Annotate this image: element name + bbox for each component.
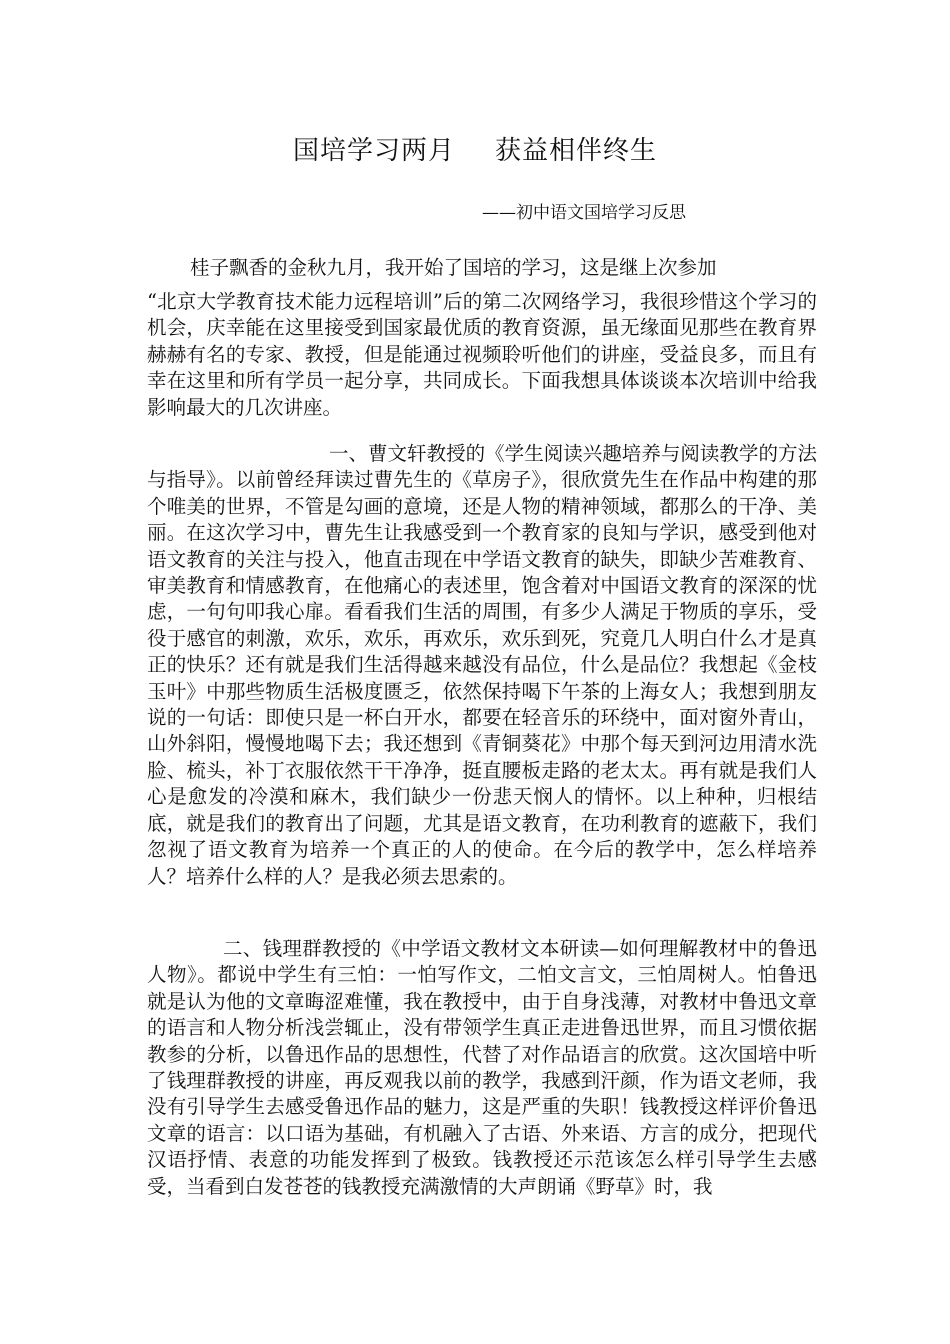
paragraph-section-one: 一、曹文轩教授的《学生阅读兴趣培养与阅读教学的方法与指导》。以前曾经拜读过曹先生的《草房子》，很欣赏先生在作品中构建的那个唯美的世界，不管是勾画的意境，还是人物的精神领域，都那么的干净、美丽。在这次学习中，曹先生让我感受到一个教育家的良知与学识，感受到他对语文教育的关注与投入，他直击现在中学语文教育的缺失，即缺少苦难教育、审美教育和情感教育，在他痛心的表述里，饱含着对中国语文教育的深深的忧虑，一句句叩我心扉。看看我们生活的周围，有多少人满足于物质的享乐，受役于感官的刺激，欢乐，欢乐，再欢乐，欢乐到死，究竟几人明白什么才是真正的快乐？还有就是我们生活得越来越没有品位，什么是品位？我想起《金枝玉叶》中那些物质生活极度匮乏，依然保持喝下午茶的上海女人；我想到朋友说的一句话：即使只是一杯白开水，都要在轻音乐的环绕中，面对窗外青山，山外斜阳，慢慢地喝下去；我还想到《青铜葵花》中那个每天到河边用清水洗脸、梳头，补丁衣服依然干干净净，挺直腰板走路的老太太。再有就是我们人心是愈发的冷漠和麻木，我们缺少一份悲天悯人的情怀。以上种种，归根结底，就是我们的教育出了问题，尤其是语文教育，在功利教育的遮蔽下，我们忽视了语文教育为培养一个真正的人的使命。在今后的教学中，怎么样培养人？培养什么样的人？是我必须去思索的。 <box>147 442 817 888</box>
document-title <box>0 130 950 167</box>
paragraph-intro-first-line: 桂子飘香的金秋九月，我开始了国培的学习，这是继上次参加 <box>190 256 717 279</box>
title-part-1: 国培学习两月 <box>292 136 455 166</box>
paragraph-intro: “北京大学教育技术能力远程培训”后的第二次网络学习，我很珍惜这个学习的机会，庆幸能在这里接受到国家最优质的教育资源，虽无缘面见那些在教育界赫赫有名的专家、教授，但是能通过视频聆听他们的讲座，受益良多，而且有幸在这里和所有学员一起分享，共同成长。下面我想具体谈谈本次培训中给我影响最大的几次讲座。 <box>147 290 817 419</box>
document-subtitle: ——初中语文国培学习反思 <box>482 203 686 223</box>
title-part-2: 获益相伴终生 <box>495 136 658 166</box>
paragraph-section-two: 二、钱理群教授的《中学语文教材文本研读—如何理解教材中的鲁迅人物》。都说中学生有三怕：一怕写作文，二怕文言文，三怕周树人。怕鲁迅就是认为他的文章晦涩难懂，我在教授中，由于自身浅薄，对教材中鲁迅文章的语言和人物分析浅尝辄止，没有带领学生真正走进鲁迅世界，而且习惯依据教参的分析，以鲁迅作品的思想性，代替了对作品语言的欣赏。这次国培中听了钱理群教授的讲座，再反观我以前的教学，我感到汗颜，作为语文老师，我没有引导学生去感受鲁迅作品的魅力，这是严重的失职！钱教授这样评价鲁迅文章的语言：以口语为基础，有机融入了古语、外来语、方言的成分，把现代汉语抒情、表意的功能发挥到了极致。钱教授还示范该怎么样引导学生去感受，当看到白发苍苍的钱教授充满激情的大声朗诵《野草》时，我 <box>147 937 817 1198</box>
